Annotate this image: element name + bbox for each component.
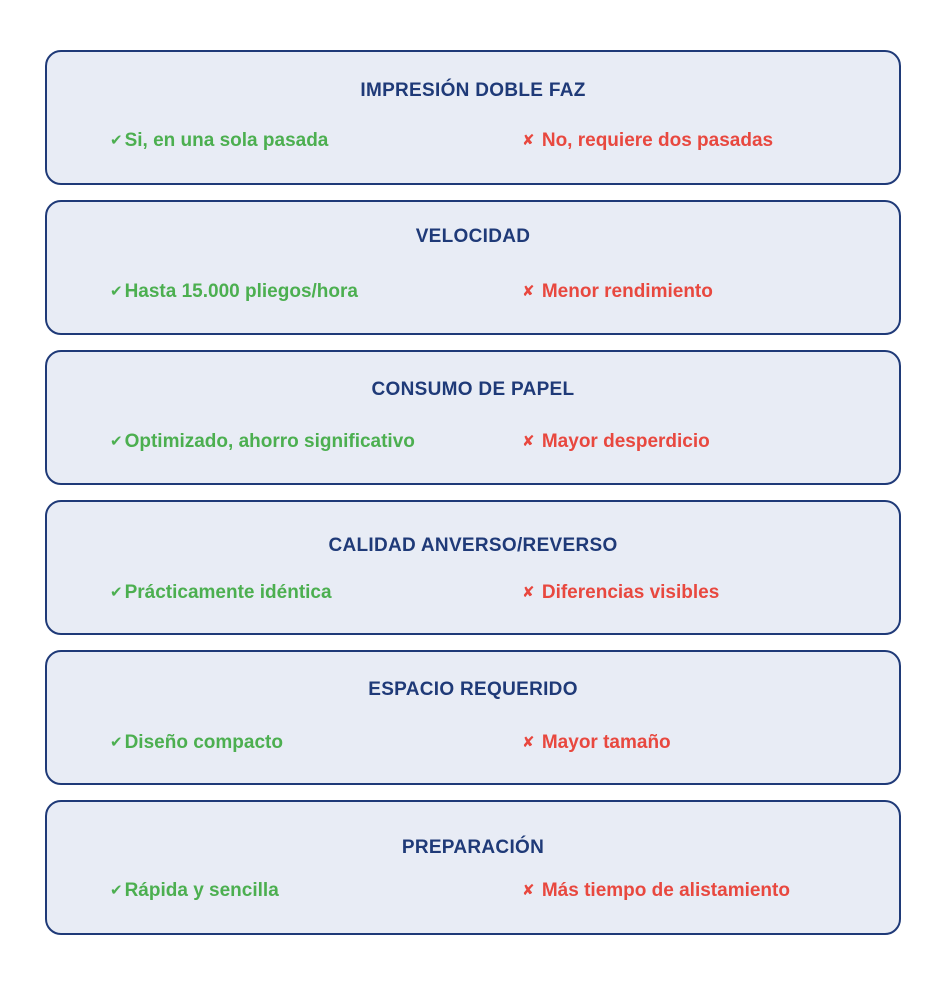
- cross-icon: ✘: [522, 283, 535, 300]
- cross-icon: ✘: [522, 584, 535, 601]
- card-title: PREPARACIÓN: [401, 837, 545, 858]
- con-text: Mayor tamaño: [541, 732, 671, 753]
- pro-item: [110, 732, 283, 754]
- con-text: Diferencias visibles: [541, 582, 720, 603]
- pro-item: [110, 582, 332, 604]
- con-item: [522, 281, 713, 303]
- con-item: [522, 431, 710, 453]
- comparison-card-velocidad: [45, 200, 901, 335]
- check-icon: ✔: [110, 132, 123, 149]
- con-text: No, requiere dos pasadas: [541, 130, 774, 151]
- comparison-card-consumo-papel: [45, 350, 901, 485]
- comparison-card-calidad: [45, 500, 901, 635]
- pro-text: Optimizado, ahorro significativo: [124, 431, 415, 452]
- con-text: Menor rendimiento: [541, 281, 713, 302]
- pro-text: Hasta 15.000 pliegos/hora: [124, 281, 358, 302]
- con-item: [522, 732, 671, 754]
- pro-text: Prácticamente idéntica: [124, 582, 332, 603]
- card-title: CALIDAD ANVERSO/REVERSO: [328, 535, 618, 556]
- comparison-card-espacio: [45, 650, 901, 785]
- con-item: [522, 130, 773, 152]
- check-icon: ✔: [110, 433, 123, 450]
- pro-item: [110, 130, 328, 152]
- card-title: ESPACIO REQUERIDO: [368, 679, 578, 700]
- pro-item: [110, 431, 415, 453]
- pro-text: Rápida y sencilla: [124, 880, 279, 901]
- comparison-card-preparacion: [45, 800, 901, 935]
- con-text: Más tiempo de alistamiento: [541, 880, 790, 901]
- pro-item: [110, 880, 279, 902]
- cross-icon: ✘: [522, 882, 535, 899]
- card-title: VELOCIDAD: [415, 226, 531, 247]
- cross-icon: ✘: [522, 132, 535, 149]
- check-icon: ✔: [110, 584, 123, 601]
- cross-icon: ✘: [522, 433, 535, 450]
- pro-item: [110, 281, 358, 303]
- con-text: Mayor desperdicio: [541, 431, 710, 452]
- pro-text: Diseño compacto: [124, 732, 283, 753]
- pro-text: Si, en una sola pasada: [124, 130, 329, 151]
- check-icon: ✔: [110, 283, 123, 300]
- card-title: IMPRESIÓN DOBLE FAZ: [360, 80, 586, 101]
- check-icon: ✔: [110, 882, 123, 899]
- con-item: [522, 582, 719, 604]
- cross-icon: ✘: [522, 734, 535, 751]
- check-icon: ✔: [110, 734, 123, 751]
- con-item: [522, 880, 790, 902]
- comparison-card-doble-faz: [45, 50, 901, 185]
- card-title: CONSUMO DE PAPEL: [371, 379, 575, 400]
